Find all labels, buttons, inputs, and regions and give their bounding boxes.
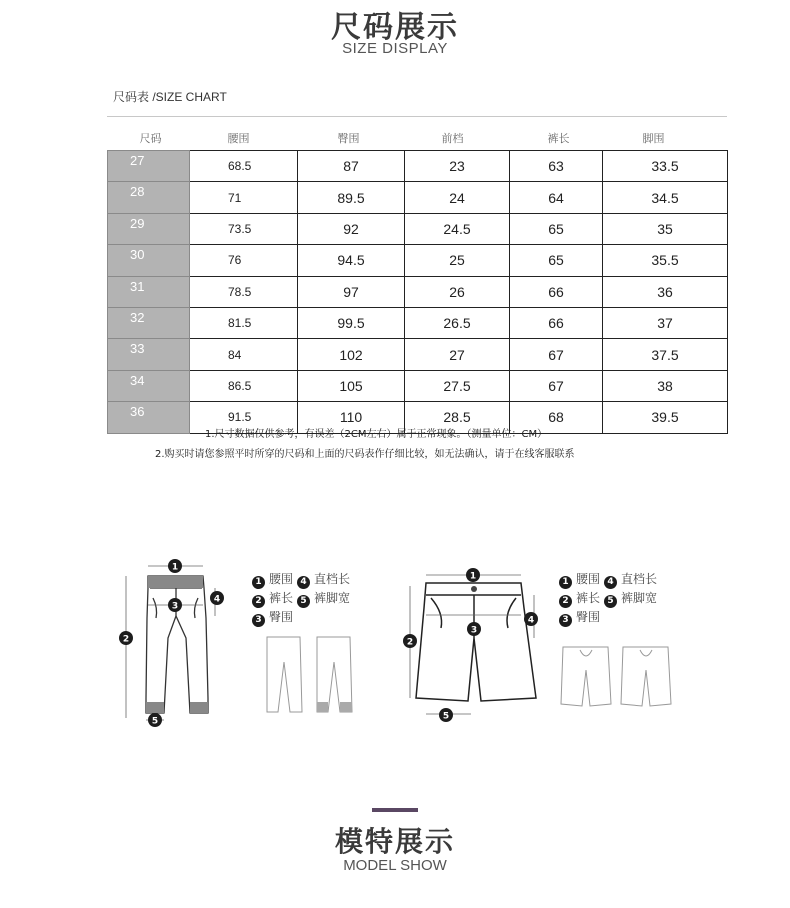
table-header xyxy=(108,126,728,151)
table-cell: 81.5 xyxy=(190,307,298,338)
table-cell: 68.5 xyxy=(190,151,298,182)
table-cell: 76 xyxy=(190,245,298,276)
table-cell: 26.5 xyxy=(405,307,510,338)
col-hem: 脚围 xyxy=(642,133,665,145)
table-row xyxy=(108,245,728,276)
col-hip: 臀围 xyxy=(337,133,360,145)
table-cell: 37.5 xyxy=(603,339,728,370)
size-cell: 36 xyxy=(108,402,190,433)
table-cell: 37 xyxy=(603,307,728,338)
col-waist: 腰围 xyxy=(227,133,250,145)
table-cell: 105 xyxy=(298,370,405,401)
table-cell: 110 xyxy=(298,402,405,433)
page-title: 尺码展示 xyxy=(331,10,459,45)
legend-rise: 直档长 xyxy=(621,572,658,586)
legend-hip: 臀围 xyxy=(576,610,601,624)
legend-rise: 直档长 xyxy=(314,572,351,586)
legend-hem: 裤脚宽 xyxy=(621,591,658,605)
table-cell: 64 xyxy=(510,182,603,213)
model-subtitle: MODEL SHOW xyxy=(343,857,447,874)
page-subtitle: SIZE DISPLAY xyxy=(342,40,448,57)
col-rise: 前档 xyxy=(441,133,464,145)
small-pants-images xyxy=(262,632,362,717)
marker-2: 2 xyxy=(122,634,130,645)
legend-num-1: 1 xyxy=(559,576,572,589)
table-cell: 38 xyxy=(603,370,728,401)
legend-length: 裤长 xyxy=(269,591,294,605)
size-cell: 33 xyxy=(108,339,190,370)
divider xyxy=(107,116,727,117)
small-shorts-images xyxy=(558,642,678,712)
marker-1: 1 xyxy=(469,571,477,582)
table-cell: 23 xyxy=(405,151,510,182)
table-cell: 67 xyxy=(510,339,603,370)
table-cell: 28.5 xyxy=(405,402,510,433)
table-cell: 66 xyxy=(510,276,603,307)
table-cell: 97 xyxy=(298,276,405,307)
table-cell: 89.5 xyxy=(298,182,405,213)
table-cell: 67 xyxy=(510,370,603,401)
table-cell: 91.5 xyxy=(190,402,298,433)
marker-4: 4 xyxy=(213,594,221,605)
legend-num-3: 3 xyxy=(252,614,265,627)
table-cell: 26 xyxy=(405,276,510,307)
table-cell: 24.5 xyxy=(405,213,510,244)
legend-num-1: 1 xyxy=(252,576,265,589)
table-cell: 71 xyxy=(190,182,298,213)
legend-hip: 臀围 xyxy=(269,610,294,624)
table-cell: 36 xyxy=(603,276,728,307)
marker-5: 5 xyxy=(151,716,159,727)
legend-num-4: 4 xyxy=(297,576,310,589)
legend-length: 裤长 xyxy=(576,591,601,605)
size-table xyxy=(107,126,728,434)
size-cell: 32 xyxy=(108,307,190,338)
legend-hem: 裤脚宽 xyxy=(314,591,351,605)
table-cell: 25 xyxy=(405,245,510,276)
table-cell: 34.5 xyxy=(603,182,728,213)
table-cell: 84 xyxy=(190,339,298,370)
table-cell: 65 xyxy=(510,245,603,276)
size-cell: 30 xyxy=(108,245,190,276)
table-cell: 39.5 xyxy=(603,402,728,433)
size-cell: 29 xyxy=(108,213,190,244)
table-cell: 27.5 xyxy=(405,370,510,401)
legend-waist: 腰围 xyxy=(269,572,294,586)
legend-right xyxy=(559,570,661,627)
table-row xyxy=(108,370,728,401)
col-length: 裤长 xyxy=(547,133,570,145)
table-row xyxy=(108,151,728,182)
marker-3: 3 xyxy=(470,625,478,636)
legend-num-4: 4 xyxy=(604,576,617,589)
marker-2: 2 xyxy=(406,637,414,648)
table-cell: 92 xyxy=(298,213,405,244)
marker-4: 4 xyxy=(527,615,535,626)
marker-1: 1 xyxy=(171,562,179,573)
table-row xyxy=(108,213,728,244)
table-cell: 24 xyxy=(405,182,510,213)
table-row xyxy=(108,307,728,338)
table-cell: 27 xyxy=(405,339,510,370)
model-title: 模特展示 xyxy=(334,825,455,858)
legend-num-2: 2 xyxy=(252,595,265,608)
table-row xyxy=(108,182,728,213)
table-cell: 63 xyxy=(510,151,603,182)
legend-left xyxy=(252,570,354,627)
table-cell: 73.5 xyxy=(190,213,298,244)
legend-num-2: 2 xyxy=(559,595,572,608)
shorts-diagram xyxy=(396,558,556,728)
table-cell: 35.5 xyxy=(603,245,728,276)
legend-num-3: 3 xyxy=(559,614,572,627)
table-cell: 33.5 xyxy=(603,151,728,182)
table-row xyxy=(108,339,728,370)
table-cell: 86.5 xyxy=(190,370,298,401)
size-chart-label: 尺码表 /SIZE CHART xyxy=(113,90,227,104)
note-1: 1.尺寸数据仅供参考，有误差（2CM左右）属于正常现象。（测量单位：CM） xyxy=(205,429,548,440)
section-accent-bar xyxy=(372,808,418,812)
table-cell: 94.5 xyxy=(298,245,405,276)
table-cell: 87 xyxy=(298,151,405,182)
legend-num-5: 5 xyxy=(297,595,310,608)
table-cell: 68 xyxy=(510,402,603,433)
table-row xyxy=(108,276,728,307)
table-cell: 35 xyxy=(603,213,728,244)
col-size: 尺码 xyxy=(139,133,162,145)
table-cell: 99.5 xyxy=(298,307,405,338)
table-cell: 66 xyxy=(510,307,603,338)
size-cell: 31 xyxy=(108,276,190,307)
size-cell: 28 xyxy=(108,182,190,213)
table-cell: 78.5 xyxy=(190,276,298,307)
size-cell: 27 xyxy=(108,151,190,182)
size-cell: 34 xyxy=(108,370,190,401)
marker-3: 3 xyxy=(171,601,179,612)
note-2: 2.购买时请您参照平时所穿的尺码和上面的尺码表作仔细比较，如无法确认，请于在线客服联系 xyxy=(155,449,575,460)
marker-5: 5 xyxy=(442,711,450,722)
table-cell: 65 xyxy=(510,213,603,244)
legend-num-5: 5 xyxy=(604,595,617,608)
legend-waist: 腰围 xyxy=(576,572,601,586)
table-cell: 102 xyxy=(298,339,405,370)
